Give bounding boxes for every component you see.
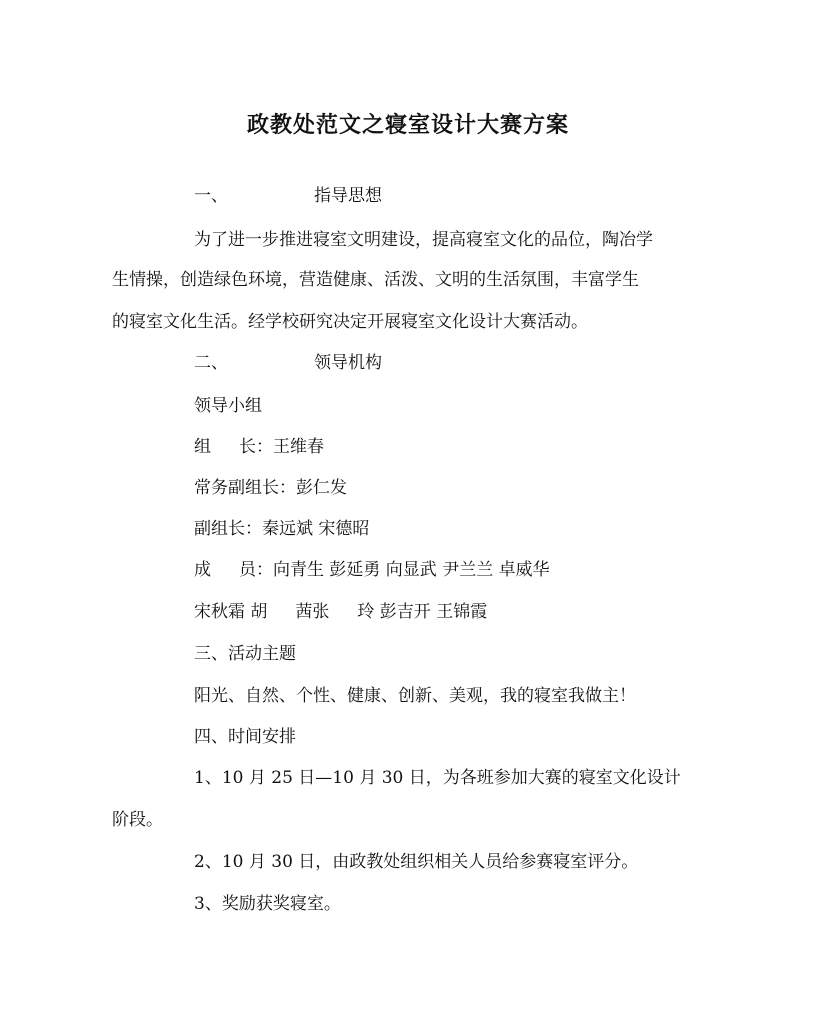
section-2-heading bbox=[194, 351, 382, 375]
schedule-item-1-line-2: 阶段。 bbox=[112, 810, 163, 830]
members-2-part-1: 宋秋霜 胡 bbox=[194, 602, 268, 622]
paragraph-1-line-3: 的寝室文化生活。经学校研究决定开展寝室文化设计大赛活动。 bbox=[112, 312, 588, 332]
theme-text: 阳光、自然、个性、健康、创新、美观，我的寝室我做主！ bbox=[194, 686, 636, 706]
members-2-part-3: 玲 彭吉开 王锦霞 bbox=[357, 602, 488, 622]
group-title: 领导小组 bbox=[194, 396, 262, 416]
section-2-number: 二、 bbox=[194, 353, 228, 373]
section-1-title: 指导思想 bbox=[314, 186, 382, 206]
schedule-item-1-line-1: 1、10 月 25 日—10 月 30 日，为各班参加大赛的寝室文化设计 bbox=[194, 768, 681, 788]
section-2-title: 领导机构 bbox=[314, 353, 382, 373]
schedule-item-3: 3、奖励获奖寝室。 bbox=[194, 894, 341, 914]
section-1-heading bbox=[194, 184, 382, 208]
document-title: 政教处范文之寝室设计大赛方案 bbox=[246, 112, 569, 138]
section-1-number: 一、 bbox=[194, 186, 228, 206]
schedule-item-2: 2、10 月 30 日，由政教处组织相关人员给参赛寝室评分。 bbox=[194, 852, 639, 872]
paragraph-1-line-2: 生情操，创造绿色环境，营造健康、活泼、文明的生活氛围，丰富学生 bbox=[112, 270, 639, 290]
section-4-heading: 四、时间安排 bbox=[194, 727, 296, 747]
section-3-heading: 三、活动主题 bbox=[194, 644, 296, 664]
members-line-1 bbox=[194, 558, 550, 582]
exec-deputy-line: 常务副组长：彭仁发 bbox=[194, 478, 347, 498]
leader-line bbox=[194, 435, 324, 459]
members-line-2 bbox=[194, 600, 487, 624]
leader-label-part-2: 长：王维春 bbox=[239, 437, 324, 457]
member-label-part-1: 成 bbox=[194, 560, 211, 580]
member-label-part-2: 员：向青生 彭延勇 向显武 尹兰兰 卓威华 bbox=[239, 560, 550, 580]
paragraph-1-line-1: 为了进一步推进寝室文明建设，提高寝室文化的品位，陶冶学 bbox=[194, 230, 653, 250]
members-2-part-2: 茜张 bbox=[295, 602, 330, 622]
deputy-line: 副组长：秦远斌 宋德昭 bbox=[194, 519, 370, 539]
leader-label-part-1: 组 bbox=[194, 437, 211, 457]
